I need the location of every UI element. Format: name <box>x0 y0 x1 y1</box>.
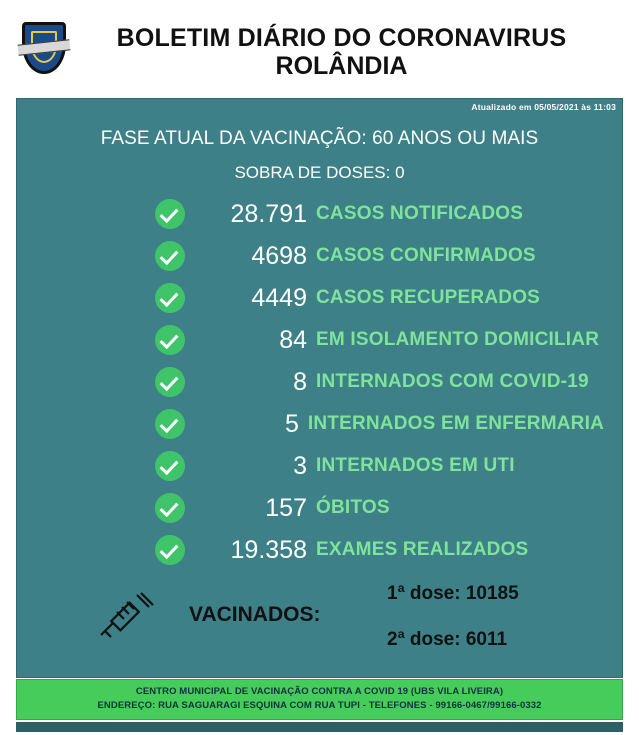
stat-label: CASOS RECUPERADOS <box>316 287 541 308</box>
check-icon <box>155 367 185 397</box>
coat-of-arms-icon <box>16 18 72 86</box>
footer-banner <box>16 679 623 720</box>
stat-label: CASOS CONFIRMADOS <box>316 245 536 266</box>
check-icon <box>155 493 185 523</box>
vaccinated-block <box>17 579 622 657</box>
stat-value: 157 <box>265 493 307 522</box>
stat-value: 19.358 <box>230 535 307 564</box>
check-icon <box>155 409 185 439</box>
bottom-strip <box>16 722 623 732</box>
stat-label: CASOS NOTIFICADOS <box>316 203 524 224</box>
title-line-2: ROLÂNDIA <box>275 52 408 80</box>
syringe-icon <box>97 591 157 639</box>
stat-label: INTERNADOS COM COVID-19 <box>316 371 589 392</box>
check-icon <box>155 535 185 565</box>
stat-row <box>35 445 604 487</box>
stat-row <box>35 487 604 529</box>
stat-row <box>35 193 604 235</box>
check-icon <box>155 451 185 481</box>
page-title <box>78 24 629 80</box>
stat-value: 8 <box>293 367 307 396</box>
stat-row <box>35 319 604 361</box>
title-line-1: BOLETIM DIÁRIO DO CORONAVIRUS <box>116 24 567 52</box>
stat-row <box>35 277 604 319</box>
stat-row <box>35 235 604 277</box>
stat-value: 28.791 <box>230 199 307 228</box>
check-icon <box>155 241 185 271</box>
check-icon <box>155 199 185 229</box>
vaccination-phase-text: FASE ATUAL DA VACINAÇÃO: 60 ANOS OU MAIS <box>100 128 539 149</box>
dose-1-value: 1ª dose: 10185 <box>387 583 519 604</box>
dose-2-value: 2ª dose: 6011 <box>387 629 508 650</box>
stat-row <box>35 361 604 403</box>
vaccinated-label: VACINADOS: <box>189 603 321 626</box>
stat-row <box>35 403 604 445</box>
stat-value: 4449 <box>251 283 307 312</box>
stat-label: EM ISOLAMENTO DOMICILIAR <box>316 329 600 350</box>
header <box>10 8 629 96</box>
stat-label: EXAMES REALIZADOS <box>316 539 529 560</box>
stat-label: INTERNADOS EM UTI <box>316 455 515 476</box>
stats-list <box>17 193 622 571</box>
check-icon <box>155 283 185 313</box>
footer-center-name: CENTRO MUNICIPAL DE VACINAÇÃO CONTRA A COVID 19 (UBS VILA LIVEIRA) <box>135 686 504 697</box>
stat-value: 4698 <box>251 241 307 270</box>
stats-panel <box>16 98 623 678</box>
last-updated-text: Atualizado em 05/05/2021 às 11:03 <box>471 102 616 112</box>
stat-row <box>35 529 604 571</box>
stat-value: 5 <box>284 409 299 438</box>
stat-label: ÓBITOS <box>316 497 390 518</box>
check-icon <box>155 325 185 355</box>
stat-value: 3 <box>293 451 307 480</box>
stat-label: INTERNADOS EM ENFERMARIA <box>307 413 604 434</box>
leftover-doses-text: SOBRA DE DOSES: 0 <box>234 163 405 182</box>
stat-value: 84 <box>279 325 307 354</box>
footer-address: ENDEREÇO: RUA SAGUARAGI ESQUINA COM RUA TUPI - TELEFONES - 99166-0467/99166-0332 <box>97 699 542 711</box>
